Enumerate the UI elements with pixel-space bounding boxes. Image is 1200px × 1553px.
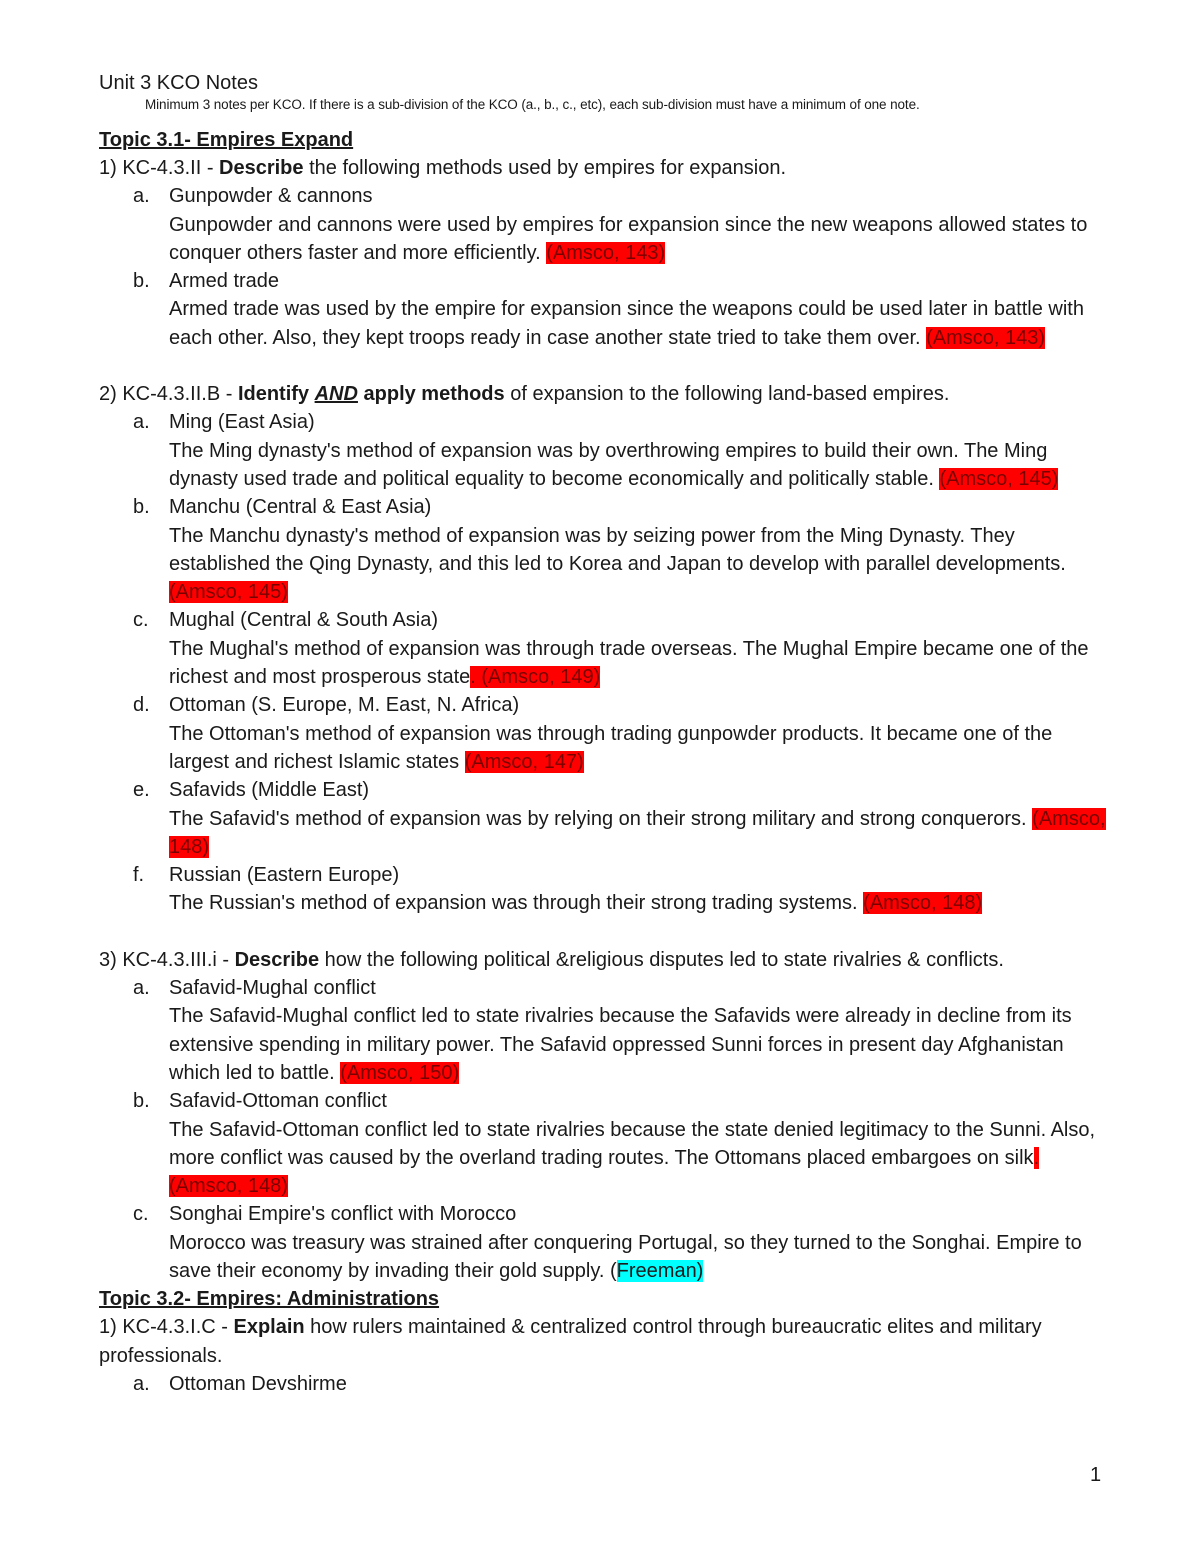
item-label: Gunpowder & cannons [169,185,373,208]
item-label: Manchu (Central & East Asia) [169,496,432,519]
kco-1-prompt: 1) KC-4.3.II - Describe the following methods used by empires for expansion. [99,157,787,179]
citation: . (Amsco, 149) [470,666,601,689]
list-item: a. Ottoman Devshirme [133,1372,347,1395]
item-note: The Safavid-Mughal conflict led to state rivalries because the Safavids were already in decline from its extensive spending in military power. The Safavid oppressed Sunni forces in present day Afghanistan which led to battle. (Amsco, 150) [169,1005,1072,1084]
item-label: Safavid-Mughal conflict [169,977,376,1000]
item-note: Armed trade was used by the empire for expansion since the weapons could be used later in battle with each other. Also, they kept troops ready in case another state tried to take them over. (Amsco, 143) [169,298,1084,349]
citation: (Amsco, 145) [169,581,288,604]
kco-3-prompt: 3) KC-4.3.III.i - Describe how the following political &religious disputes led to state rivalries & conflicts. [99,948,1004,971]
list-item: b. Armed trade Armed trade was used by the empire for expansion since the weapons could be used later in battle with each other. Also, they kept troops ready in case another state tried to take them over. (Amsco, 143) [99,267,1109,352]
list-item: d. Ottoman (S. Europe, M. East, N. Africa) The Ottoman's method of expansion was through trading gunpowder products. It became one of the largest and richest Islamic states (Amsco, 147) [99,691,1109,776]
item-note: Gunpowder and cannons were used by empires for expansion since the new weapons allowed states to conquer others faster and more efficiently. (Amsco, 143) [169,213,1088,264]
list-item: f. Russian (Eastern Europe) The Russian's method of expansion was through their strong trading systems. (Amsco, 148) [99,861,1109,918]
document-page [99,70,1109,1398]
topic-3-2-heading: Topic 3.2- Empires: Administrations [99,1288,440,1311]
citation: (Amsco, 143) [926,326,1046,349]
citation: (Amsco, 148) [169,807,1106,858]
item-note: The Russian's method of expansion was through their strong trading systems. (Amsco, 148) [169,892,983,915]
item-note: The Safavid's method of expansion was by relying on their strong military and strong conquerors. (Amsco, 148) [169,807,1106,858]
list-item: c. Songhai Empire's conflict with Morocco Morocco was treasury was strained after conquering Portugal, so they turned to the Songhai. Empire to save their economy by invading their gold supply. (Freeman) [99,1200,1109,1285]
item-label: Ottoman Devshirme [169,1372,347,1395]
item-note: The Ottoman's method of expansion was through trading gunpowder products. It became one of the largest and richest Islamic states (Amsco, 147) [169,722,1053,773]
page-number: 1 [1090,1464,1102,1486]
item-label: Safavids (Middle East) [169,779,370,802]
citation: (Amsco, 150) [340,1061,460,1084]
item-label: Armed trade [169,270,280,293]
list-item: a. Gunpowder & cannons Gunpowder and cannons were used by empires for expansion since the new weapons allowed states to conquer others faster and more efficiently. (Amsco, 143) [99,182,1109,267]
kco-1-list [99,182,1109,352]
citation: (Amsco, 147) [464,750,584,773]
item-label: Songhai Empire's conflict with Morocco [169,1203,517,1226]
item-note: The Ming dynasty's method of expansion was by overthrowing empires to build their own. The Ming dynasty used trade and political equality to become economically and politically stable. (Amsco, 145) [169,439,1059,490]
list-item: b. Safavid-Ottoman conflict The Safavid-Ottoman conflict led to state rivalries because the state denied legitimacy to the Sunni. Also, more conflict was caused by the overland trading routes. The Ottomans placed embargoes on silk. (Amsco, 148) [99,1087,1109,1200]
citation: Freeman) [616,1259,704,1282]
kco-2-prompt: 2) KC-4.3.II.B - Identify AND apply methods of expansion to the following land-based empires. [99,383,950,406]
list-item: b. Manchu (Central & East Asia) The Manchu dynasty's method of expansion was by seizing power from the Ming Dynasty. They established the Qing Dynasty, and this led to Korea and Japan to develop with parallel developments. (Amsco, 145) [99,493,1109,606]
item-note: The Manchu dynasty's method of expansion was by seizing power from the Ming Dynasty. They established the Qing Dynasty, and this led to Korea and Japan to develop with parallel developments. (Amsco, 145) [169,524,1066,604]
citation: (Amsco, 145) [939,467,1059,490]
citation: . (Amsco, 148) [169,1146,1040,1198]
item-label: Mughal (Central & South Asia) [169,609,439,632]
list-item: e. Safavids (Middle East) The Safavid's method of expansion was by relying on their strong military and strong conquerors. (Amsco, 148) [99,776,1109,861]
kco-3-list [99,974,1109,1285]
item-label: Ming (East Asia) [169,411,315,434]
kco-4-list [99,1370,1109,1398]
item-note: The Mughal's method of expansion was through trade overseas. The Mughal Empire became one of the richest and most prosperous state. (Amsco, 149) [169,637,1089,689]
list-item: c. Mughal (Central & South Asia) The Mughal's method of expansion was through trade overseas. The Mughal Empire became one of the richest and most prosperous state. (Amsco, 149) [99,606,1109,691]
item-label: Russian (Eastern Europe) [169,864,400,887]
item-label: Ottoman (S. Europe, M. East, N. Africa) [169,694,520,717]
kco-4-prompt: 1) KC-4.3.I.C - Explain how rulers maintained & centralized control through bureaucratic elites and military professionals. [99,1316,1042,1367]
item-note: The Safavid-Ottoman conflict led to state rivalries because the state denied legitimacy to the Sunni. Also, more conflict was caused by the overland trading routes. The Ottomans placed embargoes on silk. (Amsco, 148) [169,1118,1096,1198]
list-item: a. Ming (East Asia) The Ming dynasty's method of expansion was by overthrowing empires to build their own. The Ming dynasty used trade and political equality to become economically and politically stable. (Amsco, 145) [99,408,1109,493]
instructions-text: Minimum 3 notes per KCO. If there is a sub-division of the KCO (a., b., c., etc), each sub-division must have a minimum of one note. [145,97,920,112]
item-label: Safavid-Ottoman conflict [169,1090,387,1113]
topic-3-1-heading: Topic 3.1- Empires Expand [99,129,354,151]
item-note: Morocco was treasury was strained after conquering Portugal, so they turned to the Songhai. Empire to save their economy by invading their gold supply. (Freeman) [169,1231,1082,1282]
list-item: a. Safavid-Mughal conflict The Safavid-Mughal conflict led to state rivalries because the Safavids were already in decline from its extensive spending in military power. The Safavid oppressed Sunni forces in present day Afghanistan which led to battle. (Amsco, 150) [99,974,1109,1087]
citation: (Amsco, 143) [546,241,666,264]
document-title: Unit 3 KCO Notes [99,72,258,94]
kco-2-list [99,408,1109,917]
citation: (Amsco, 148) [863,892,983,915]
